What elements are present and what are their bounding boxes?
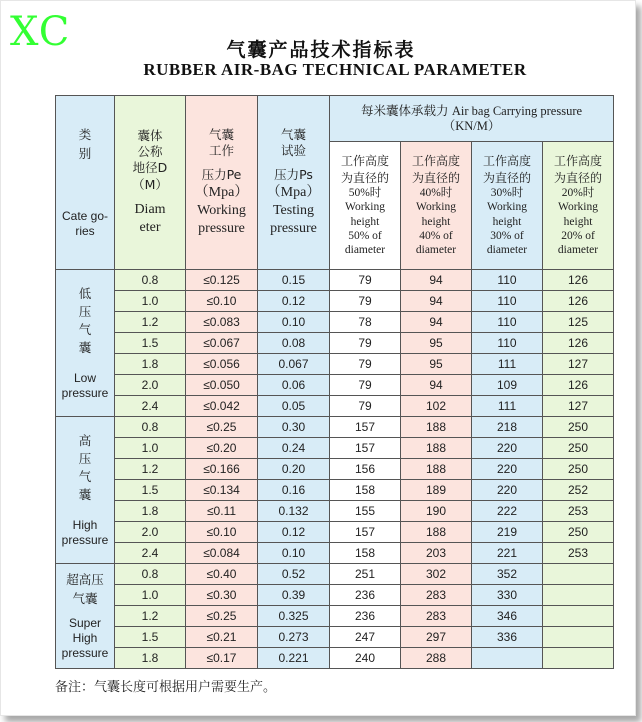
header-height-30-cn: 工作高度 为直径的 <box>482 154 531 185</box>
cell-testing-pressure: 0.20 <box>258 459 330 480</box>
table-row <box>56 522 614 543</box>
header-testing-en: （Mpa） Testing pressure <box>266 184 321 236</box>
cell-load-30: 330 <box>472 585 543 606</box>
table-row <box>56 480 614 501</box>
cell-load-30: 218 <box>472 417 543 438</box>
cell-load-20: 250 <box>543 438 614 459</box>
cell-load-20: 253 <box>543 501 614 522</box>
cell-load-50: 156 <box>330 459 401 480</box>
cell-working-pressure: ≤0.25 <box>186 417 258 438</box>
header-working-en: （Mpa） Working pressure <box>194 184 249 236</box>
cell-testing-pressure: 0.05 <box>258 396 330 417</box>
cell-diameter: 2.4 <box>115 396 186 417</box>
cell-load-40: 297 <box>401 627 472 648</box>
cell-diameter: 1.0 <box>115 438 186 459</box>
cell-load-30: 220 <box>472 459 543 480</box>
cell-working-pressure: ≤0.134 <box>186 480 258 501</box>
cell-load-40: 94 <box>401 312 472 333</box>
cell-working-pressure: ≤0.050 <box>186 375 258 396</box>
cell-load-20: 253 <box>543 543 614 564</box>
cell-load-20: 250 <box>543 522 614 543</box>
header-height-30 <box>472 142 543 270</box>
cell-working-pressure: ≤0.067 <box>186 333 258 354</box>
cell-load-30: 110 <box>472 333 543 354</box>
table-row <box>56 501 614 522</box>
cell-testing-pressure: 0.067 <box>258 354 330 375</box>
header-height-20 <box>543 142 614 270</box>
cell-load-50: 78 <box>330 312 401 333</box>
cell-load-20 <box>543 648 614 669</box>
cell-working-pressure: ≤0.166 <box>186 459 258 480</box>
cell-load-50: 79 <box>330 333 401 354</box>
category-cell <box>56 270 115 417</box>
cell-working-pressure: ≤0.20 <box>186 438 258 459</box>
header-height-30-sub: 30%时 Working height 30% of diameter <box>486 186 528 257</box>
cell-testing-pressure: 0.06 <box>258 375 330 396</box>
header-testing-pressure <box>258 96 330 270</box>
cell-load-50: 236 <box>330 585 401 606</box>
parameter-table <box>55 95 614 669</box>
cell-load-20 <box>543 564 614 585</box>
table-row <box>56 312 614 333</box>
cell-load-40: 94 <box>401 270 472 291</box>
header-height-40-cn: 工作高度 为直径的 <box>411 154 460 185</box>
header-capacity-en: Air bag Carrying pressure （KN/M） <box>442 103 583 134</box>
cell-load-20: 250 <box>543 417 614 438</box>
header-height-50 <box>330 142 401 270</box>
cell-testing-pressure: 0.52 <box>258 564 330 585</box>
cell-load-50: 79 <box>330 375 401 396</box>
cell-load-50: 236 <box>330 606 401 627</box>
cell-load-40: 302 <box>401 564 472 585</box>
header-height-20-sub: 20%时 Working height 20% of diameter <box>557 186 599 257</box>
cell-load-40: 190 <box>401 501 472 522</box>
header-category <box>56 96 115 270</box>
cell-diameter: 1.2 <box>115 312 186 333</box>
table-row <box>56 396 614 417</box>
header-diameter-cn: 囊体 公称 地径D （M） <box>132 127 168 192</box>
header-working-pressure <box>186 96 258 270</box>
cell-load-40: 188 <box>401 417 472 438</box>
cell-testing-pressure: 0.12 <box>258 522 330 543</box>
header-capacity-cn: 每米囊体承载力 <box>361 102 449 118</box>
cell-diameter: 1.5 <box>115 627 186 648</box>
cell-diameter: 1.2 <box>115 459 186 480</box>
cell-testing-pressure: 0.39 <box>258 585 330 606</box>
cell-load-20 <box>543 585 614 606</box>
title-chinese: 气囊产品技术指标表 <box>226 39 416 61</box>
cell-diameter: 1.0 <box>115 291 186 312</box>
cell-load-30: 111 <box>472 354 543 375</box>
header-height-50-sub: 50%时 Working height 50% of diameter <box>344 186 386 257</box>
cell-diameter: 0.8 <box>115 270 186 291</box>
table-row <box>56 291 614 312</box>
cell-load-50: 240 <box>330 648 401 669</box>
cell-diameter: 0.8 <box>115 417 186 438</box>
cell-load-50: 157 <box>330 417 401 438</box>
cell-working-pressure: ≤0.25 <box>186 606 258 627</box>
header-diameter-en: Diam eter <box>134 201 166 235</box>
cell-load-50: 158 <box>330 543 401 564</box>
cell-load-40: 94 <box>401 291 472 312</box>
cell-working-pressure: ≤0.40 <box>186 564 258 585</box>
cell-working-pressure: ≤0.10 <box>186 522 258 543</box>
cell-testing-pressure: 0.24 <box>258 438 330 459</box>
cell-load-50: 251 <box>330 564 401 585</box>
cell-load-40: 203 <box>401 543 472 564</box>
cell-load-30: 221 <box>472 543 543 564</box>
category-en: Low pressure <box>61 371 109 401</box>
cell-working-pressure: ≤0.21 <box>186 627 258 648</box>
cell-diameter: 2.4 <box>115 543 186 564</box>
cell-diameter: 1.8 <box>115 501 186 522</box>
cell-working-pressure: ≤0.30 <box>186 585 258 606</box>
cell-working-pressure: ≤0.17 <box>186 648 258 669</box>
cell-load-50: 79 <box>330 291 401 312</box>
cell-load-50: 155 <box>330 501 401 522</box>
cell-testing-pressure: 0.12 <box>258 291 330 312</box>
cell-testing-pressure: 0.132 <box>258 501 330 522</box>
cell-load-30: 111 <box>472 396 543 417</box>
cell-load-20: 126 <box>543 270 614 291</box>
cell-working-pressure: ≤0.11 <box>186 501 258 522</box>
category-cn: 超高压 气囊 <box>66 572 104 606</box>
cell-load-40: 283 <box>401 585 472 606</box>
cell-load-50: 157 <box>330 438 401 459</box>
cell-working-pressure: ≤0.084 <box>186 543 258 564</box>
cell-working-pressure: ≤0.10 <box>186 291 258 312</box>
cell-load-50: 157 <box>330 522 401 543</box>
cell-load-20: 252 <box>543 480 614 501</box>
table-row <box>56 417 614 438</box>
table-row <box>56 543 614 564</box>
header-category-cn: 类 别 <box>78 127 92 161</box>
cell-load-20: 126 <box>543 291 614 312</box>
cell-load-30: 109 <box>472 375 543 396</box>
table-row <box>56 270 614 291</box>
cell-load-20: 126 <box>543 333 614 354</box>
cell-load-30: 220 <box>472 480 543 501</box>
header-working-cn2: 压力Pe <box>201 167 242 183</box>
header-height-50-cn: 工作高度 为直径的 <box>340 154 389 185</box>
table-row <box>56 438 614 459</box>
cell-testing-pressure: 0.30 <box>258 417 330 438</box>
cell-load-30: 346 <box>472 606 543 627</box>
cell-diameter: 1.0 <box>115 585 186 606</box>
cell-load-40: 102 <box>401 396 472 417</box>
cell-working-pressure: ≤0.056 <box>186 354 258 375</box>
header-diameter <box>115 96 186 270</box>
cell-load-40: 95 <box>401 333 472 354</box>
cell-diameter: 2.0 <box>115 522 186 543</box>
cell-testing-pressure: 0.08 <box>258 333 330 354</box>
cell-working-pressure: ≤0.125 <box>186 270 258 291</box>
cell-load-20: 127 <box>543 396 614 417</box>
cell-load-20 <box>543 627 614 648</box>
cell-working-pressure: ≤0.083 <box>186 312 258 333</box>
cell-diameter: 1.8 <box>115 648 186 669</box>
header-testing-cn2: 压力Ps <box>274 167 313 183</box>
cell-working-pressure: ≤0.042 <box>186 396 258 417</box>
table-row <box>56 627 614 648</box>
cell-testing-pressure: 0.15 <box>258 270 330 291</box>
category-cell <box>56 417 115 564</box>
header-category-en: Cate go- ries <box>61 208 109 238</box>
cell-load-30: 110 <box>472 291 543 312</box>
table-row <box>56 333 614 354</box>
table-row <box>56 459 614 480</box>
table-row <box>56 585 614 606</box>
cell-load-20: 126 <box>543 375 614 396</box>
logo: XC <box>10 9 71 55</box>
header-height-40 <box>401 142 472 270</box>
cell-load-30: 110 <box>472 270 543 291</box>
cell-load-40: 94 <box>401 375 472 396</box>
cell-load-30: 220 <box>472 438 543 459</box>
cell-load-20 <box>543 606 614 627</box>
cell-diameter: 2.0 <box>115 375 186 396</box>
cell-testing-pressure: 0.16 <box>258 480 330 501</box>
cell-testing-pressure: 0.10 <box>258 543 330 564</box>
cell-load-20: 250 <box>543 459 614 480</box>
header-testing-cn1: 气囊 试验 <box>280 126 306 159</box>
cell-load-40: 188 <box>401 522 472 543</box>
cell-testing-pressure: 0.10 <box>258 312 330 333</box>
category-en: Super High pressure <box>61 615 109 660</box>
cell-load-40: 283 <box>401 606 472 627</box>
cell-diameter: 1.5 <box>115 480 186 501</box>
cell-load-30: 352 <box>472 564 543 585</box>
category-cell <box>56 564 115 669</box>
cell-load-40: 95 <box>401 354 472 375</box>
cell-load-50: 247 <box>330 627 401 648</box>
cell-load-40: 288 <box>401 648 472 669</box>
table-row <box>56 606 614 627</box>
header-carrying-capacity <box>330 96 614 142</box>
cell-load-30: 110 <box>472 312 543 333</box>
header-row-top <box>56 96 614 142</box>
table-row <box>56 564 614 585</box>
cell-testing-pressure: 0.273 <box>258 627 330 648</box>
cell-diameter: 1.2 <box>115 606 186 627</box>
header-height-20-cn: 工作高度 为直径的 <box>554 154 603 185</box>
cell-testing-pressure: 0.325 <box>258 606 330 627</box>
cell-testing-pressure: 0.221 <box>258 648 330 669</box>
cell-load-30 <box>472 648 543 669</box>
header-height-40-sub: 40%时 Working height 40% of diameter <box>415 186 457 257</box>
header-working-cn1: 气囊 工作 <box>208 126 234 159</box>
category-en: High pressure <box>61 518 109 548</box>
table-row <box>56 648 614 669</box>
cell-load-50: 79 <box>330 396 401 417</box>
cell-load-30: 336 <box>472 627 543 648</box>
cell-load-40: 188 <box>401 438 472 459</box>
cell-load-50: 79 <box>330 354 401 375</box>
cell-load-20: 127 <box>543 354 614 375</box>
cell-load-20: 125 <box>543 312 614 333</box>
cell-load-40: 189 <box>401 480 472 501</box>
footnote: 备注：气囊长度可根据用户需要生产。 <box>55 680 277 695</box>
cell-load-50: 79 <box>330 270 401 291</box>
cell-load-30: 222 <box>472 501 543 522</box>
category-cn: 低 压 气 囊 <box>78 285 92 356</box>
table-row <box>56 375 614 396</box>
title-english: RUBBER AIR-BAG TECHNICAL PARAMETER <box>143 60 527 79</box>
cell-load-30: 219 <box>472 522 543 543</box>
table-row <box>56 354 614 375</box>
category-cn: 高 压 气 囊 <box>78 432 92 503</box>
cell-diameter: 0.8 <box>115 564 186 585</box>
cell-load-40: 188 <box>401 459 472 480</box>
cell-load-50: 158 <box>330 480 401 501</box>
cell-diameter: 1.8 <box>115 354 186 375</box>
cell-diameter: 1.5 <box>115 333 186 354</box>
